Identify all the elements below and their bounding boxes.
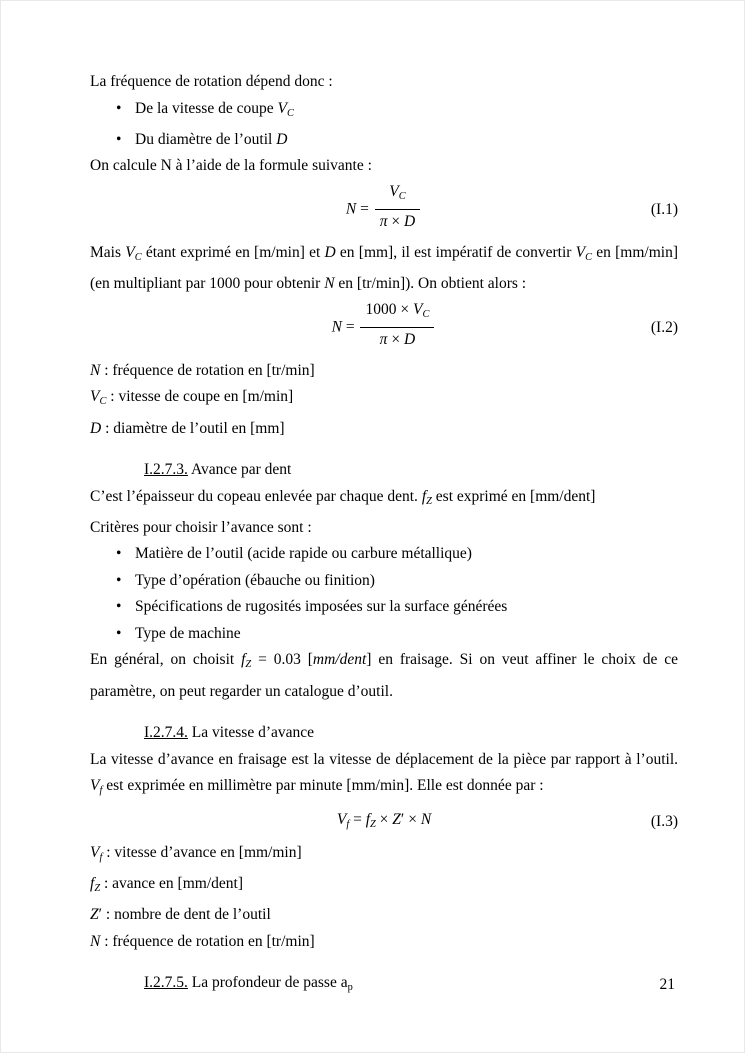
text-segment: V	[125, 243, 135, 261]
bullet-item	[90, 568, 678, 595]
bullet-icon: •	[116, 545, 122, 563]
bullet-text	[135, 545, 472, 562]
text-segment: N	[90, 932, 101, 950]
text-segment: ×	[387, 330, 404, 348]
document-content	[90, 69, 678, 1002]
text-segment: D	[403, 212, 416, 230]
text-segment: V	[389, 182, 399, 200]
paragraph	[90, 515, 678, 542]
fraction-numerator	[375, 182, 420, 210]
text-segment: f	[99, 851, 103, 863]
bullet-icon: •	[116, 99, 122, 117]
text-segment: C	[422, 308, 430, 320]
text-segment: ′	[400, 810, 405, 828]
formula-body	[345, 182, 422, 235]
text-segment: f	[241, 651, 246, 669]
text-segment: Du diamètre de l’outil	[135, 130, 277, 148]
text-segment: Avance par dent	[187, 461, 292, 479]
text-segment: C	[585, 251, 593, 263]
bullet-item	[90, 594, 678, 621]
definition-line	[90, 358, 678, 385]
text-segment: en [mm], il est impératif de convertir	[335, 243, 576, 261]
formula-body	[331, 300, 437, 353]
text-segment: : avance en [mm/dent]	[100, 875, 243, 893]
text-segment: f	[346, 818, 350, 830]
text-segment: La profondeur de passe a	[187, 974, 348, 992]
formula-body	[337, 810, 431, 835]
text-segment: V	[90, 388, 100, 406]
paragraph	[90, 647, 678, 705]
text-segment: D	[324, 243, 336, 261]
text-segment: Type d’opération (ébauche ou finition)	[135, 571, 375, 589]
bullet-icon: •	[116, 624, 122, 642]
text-segment: : fréquence de rotation en [tr/min]	[100, 932, 315, 950]
section-title	[187, 974, 353, 994]
bullet-icon: •	[116, 598, 122, 616]
section-heading	[90, 720, 678, 747]
text-segment: C	[134, 251, 142, 263]
text-segment: Spécifications de rugosités imposées sur la surface générées	[135, 598, 508, 616]
text-segment: V	[412, 300, 423, 318]
equation-number: (I.1)	[650, 200, 678, 218]
fraction-denominator	[375, 210, 420, 232]
definition-line	[90, 840, 678, 871]
text-segment: : vitesse de coupe en [m/min]	[106, 388, 294, 406]
text-segment: La fréquence de rotation dépend donc :	[90, 73, 333, 90]
bullet-icon: •	[116, 571, 122, 589]
text-segment: V	[90, 777, 100, 795]
equation-number: (I.2)	[650, 318, 678, 336]
text-segment: On calcule N à l’aide de la formule suivante :	[90, 157, 372, 175]
formula-block	[90, 300, 678, 356]
text-segment: = 0.03 [	[251, 651, 313, 669]
text-segment: f	[365, 810, 371, 828]
section-heading	[90, 970, 678, 1001]
bullet-text	[135, 598, 507, 615]
text-segment: est exprimé en [mm/dent]	[431, 487, 596, 505]
text-segment: Z	[245, 659, 252, 671]
bullet-item	[90, 541, 678, 568]
bullet-item	[90, 621, 678, 648]
text-segment: est exprimée en millimètre par minute [mm/min]. Elle est donnée par :	[102, 777, 544, 795]
text-segment: V	[90, 843, 100, 861]
text-segment: Critères pour choisir l’avance sont :	[90, 518, 312, 536]
bullet-text	[135, 100, 294, 117]
text-segment: V	[575, 243, 586, 261]
formula-block	[90, 182, 678, 238]
bullet-text	[135, 131, 287, 148]
text-segment: =	[349, 810, 366, 828]
equation-number: (I.3)	[650, 813, 678, 831]
text-segment: Mais	[90, 243, 126, 261]
text-segment: f	[99, 785, 103, 797]
text-segment: V	[277, 99, 287, 117]
text-segment: C	[286, 107, 294, 119]
formula-block	[90, 807, 678, 838]
definition-line	[90, 416, 678, 443]
text-segment: π	[379, 330, 388, 348]
paragraph	[90, 484, 678, 515]
text-segment: étant exprimé en [m/min] et	[141, 243, 325, 261]
bullet-text	[135, 625, 241, 642]
definition-line	[90, 384, 678, 415]
text-segment: Z	[370, 818, 376, 830]
text-segment: La vitesse d’avance en fraisage est la vitesse de déplacement de la pièce par rapport à l’outil.	[90, 750, 678, 768]
text-segment: C’est l’épaisseur du copeau enlevée par chaque dent.	[90, 487, 422, 505]
fraction-denominator	[360, 328, 434, 350]
text-segment: C	[398, 190, 406, 202]
text-segment: Matière de l’outil (acide rapide ou carbure métallique)	[135, 545, 472, 563]
text-segment: : diamètre de l’outil en [mm]	[101, 419, 285, 437]
bullet-item	[90, 96, 678, 127]
fraction-numerator	[360, 300, 434, 328]
paragraph	[90, 69, 678, 96]
text-segment: N	[420, 810, 432, 828]
text-segment: : vitesse d’avance en [mm/min]	[102, 843, 302, 861]
text-segment: Z	[426, 495, 432, 507]
text-segment: f	[90, 875, 95, 893]
text-segment: ×	[375, 810, 393, 828]
page-number: 21	[659, 976, 675, 993]
bullet-text	[135, 572, 375, 589]
paragraph	[90, 153, 678, 180]
definition-line	[90, 929, 678, 956]
bullet-icon: •	[116, 130, 122, 148]
text-segment: =	[341, 318, 359, 336]
text-segment: De la vitesse de coupe	[135, 99, 278, 117]
text-segment: La vitesse d’avance	[187, 724, 315, 742]
text-segment: ′	[98, 906, 103, 924]
section-heading	[90, 457, 678, 484]
bullet-item	[90, 127, 678, 154]
text-segment: Z	[94, 882, 101, 894]
text-segment: en [mm/min] (en multipliant par 1000 pour obtenir	[90, 243, 678, 293]
section-number: I.2.7.4.	[144, 724, 188, 742]
section-number: I.2.7.3.	[144, 461, 188, 479]
text-segment: D	[90, 419, 102, 437]
text-segment: en [tr/min]). On obtient alors :	[334, 275, 527, 293]
paragraph	[90, 747, 678, 805]
text-segment: f	[421, 487, 427, 505]
text-segment: D	[276, 130, 288, 148]
text-segment: C	[99, 396, 107, 408]
text-segment: mm/dent	[312, 651, 367, 669]
text-segment: ×	[387, 212, 404, 230]
text-segment: ×	[404, 810, 421, 828]
text-segment: N	[324, 275, 335, 293]
text-segment: : fréquence de rotation en [tr/min]	[100, 361, 315, 379]
text-segment: V	[336, 810, 347, 828]
section-title	[188, 724, 314, 741]
fraction	[375, 182, 420, 232]
definition-line	[90, 871, 678, 902]
text-segment: N	[90, 361, 101, 379]
text-segment: ] en fraisage. Si on veut affiner le choix de ce paramètre, on peut regarder un catalogue d’outil.	[90, 651, 679, 700]
text-segment: D	[403, 330, 416, 348]
text-segment: p	[347, 982, 353, 994]
section-number: I.2.7.5.	[144, 974, 188, 992]
definition-line	[90, 902, 678, 929]
text-segment: N	[331, 318, 342, 336]
text-segment: =	[356, 200, 373, 218]
paragraph	[90, 240, 678, 298]
fraction	[360, 300, 434, 350]
text-segment: π	[379, 212, 388, 230]
text-segment: N	[345, 200, 357, 218]
text-segment: En général, on choisit	[90, 651, 242, 669]
text-segment: Z	[392, 810, 401, 828]
text-segment: Type de machine	[135, 624, 241, 642]
text-segment: : nombre de dent de l’outil	[102, 906, 271, 924]
text-segment: 1000 ×	[365, 300, 413, 318]
text-segment: Z	[90, 906, 99, 924]
section-title	[188, 461, 291, 478]
